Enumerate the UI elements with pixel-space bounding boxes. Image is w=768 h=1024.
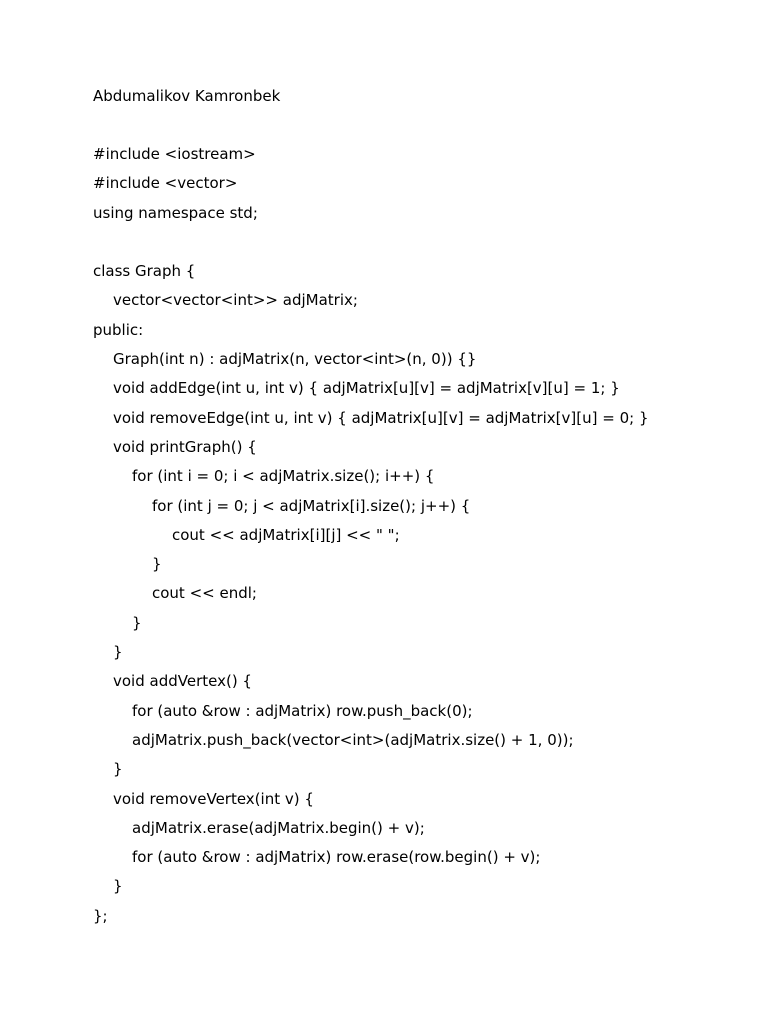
code-line-24: adjMatrix.erase(adjMatrix.begin() + v); xyxy=(132,818,425,837)
code-line-22: } xyxy=(113,760,123,779)
code-line-3: using namespace std; xyxy=(93,203,258,222)
code-line-13: for (int j = 0; j < adjMatrix[i].size(); j++) { xyxy=(152,496,471,515)
code-line-25: for (auto &row : adjMatrix) row.erase(row.begin() + v); xyxy=(132,848,541,867)
code-line-6: vector<vector<int>> adjMatrix; xyxy=(113,291,358,310)
code-line-18: } xyxy=(113,643,123,662)
code-line-23: void removeVertex(int v) { xyxy=(113,789,314,808)
code-line-10: void removeEdge(int u, int v) { adjMatrix[u][v] = adjMatrix[v][u] = 0; } xyxy=(113,408,649,427)
code-line-1: #include <iostream> xyxy=(93,145,256,163)
code-line-9: void addEdge(int u, int v) { adjMatrix[u][v] = adjMatrix[v][u] = 1; } xyxy=(113,379,620,398)
code-line-8: Graph(int n) : adjMatrix(n, vector<int>(n, 0)) {} xyxy=(113,350,477,369)
code-line-19: void addVertex() { xyxy=(113,672,252,691)
code-line-11: void printGraph() { xyxy=(113,437,257,456)
code-line-20: for (auto &row : adjMatrix) row.push_back(0); xyxy=(132,701,473,720)
code-line-7: public: xyxy=(93,320,144,339)
code-line-15: } xyxy=(152,555,162,574)
code-line-12: for (int i = 0; i < adjMatrix.size(); i++) { xyxy=(132,467,435,486)
author-name: Abdumalikov Kamronbek xyxy=(93,87,281,105)
code-line-17: } xyxy=(132,613,142,632)
code-line-16: cout << endl; xyxy=(152,584,257,603)
code-line-26: } xyxy=(113,877,123,896)
code-line-2: #include <vector> xyxy=(93,174,238,193)
code-line-5: class Graph { xyxy=(93,262,196,281)
code-line-21: adjMatrix.push_back(vector<int>(adjMatrix.size() + 1, 0)); xyxy=(132,730,574,749)
code-line-14: cout << adjMatrix[i][j] << " "; xyxy=(172,525,400,544)
code-line-4 xyxy=(93,232,649,261)
code-block xyxy=(93,144,649,935)
code-line-27: }; xyxy=(93,906,108,925)
